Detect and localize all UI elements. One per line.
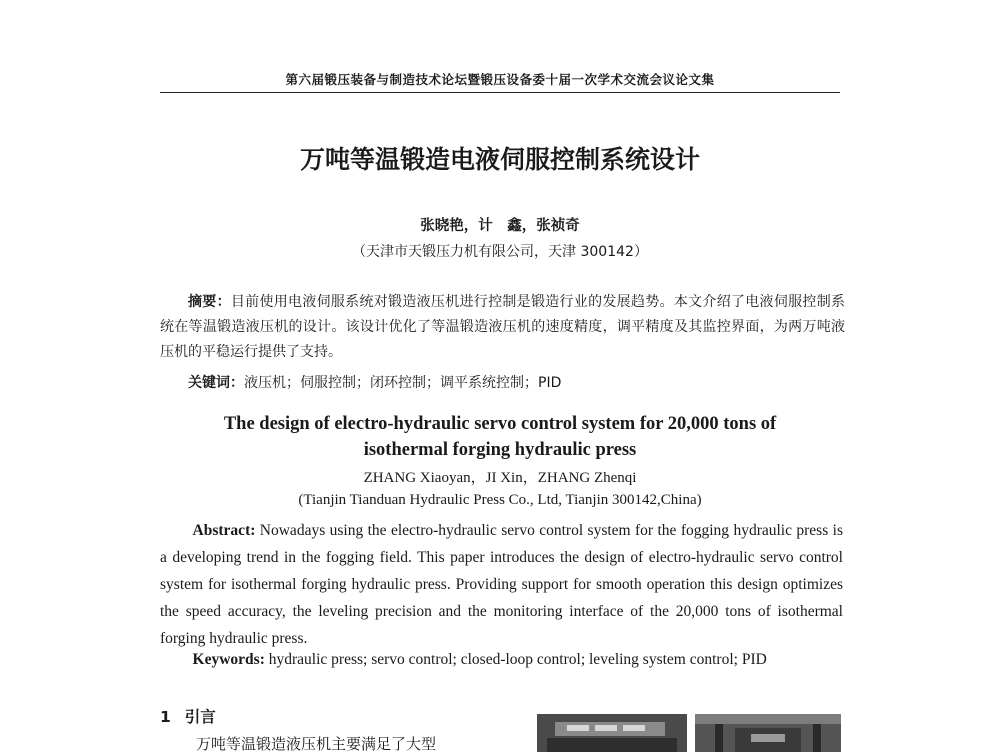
section-1-title: 引言 — [184, 708, 216, 726]
paper-title-en-line1: The design of electro-hydraulic servo control system for 20,000 tons of — [223, 414, 777, 434]
keywords-zh-label: 关键词： — [188, 375, 244, 391]
abstract-en — [160, 517, 843, 652]
affiliation-en: (Tianjin Tianduan Hydraulic Press Co., Ltd, Tianjin 300142,China) — [298, 492, 702, 508]
section-1-heading — [160, 705, 216, 727]
header-rule — [160, 92, 840, 93]
abstract-en-text: Nowadays using the electro-hydraulic servo control system for the fogging hydraulic press is a developing trend in the fogging field. This paper introduces the design of electro-hydraulic servo control system for isothermal forging hydraulic press. Providing support for smooth operation this design optimizes the speed accuracy, the leveling precision and the monitoring interface of the 20,000 tons of isothermal forging hydraulic press. — [160, 522, 843, 647]
keywords-en-text: hydraulic press; servo control; closed-loop control; leveling system control; PID — [264, 651, 767, 668]
keywords-zh-text: 液压机；伺服控制；闭环控制；调平系统控制；PID — [244, 375, 562, 391]
paper-title-en — [160, 411, 840, 463]
section-1-first-line: 万吨等温锻造液压机主要满足了大型 — [196, 735, 437, 753]
abstract-zh-label: 摘要： — [188, 294, 231, 310]
press-photo-right — [695, 714, 841, 752]
keywords-en — [160, 651, 843, 669]
keywords-zh — [160, 372, 845, 392]
abstract-zh — [160, 290, 845, 365]
section-1-number: 1 — [160, 708, 171, 726]
running-header: 第六届锻压装备与制造技术论坛暨锻压设备委十届一次学术交流会议论文集 — [285, 72, 715, 87]
abstract-zh-text: 目前使用电液伺服系统对锻造液压机进行控制是锻造行业的发展趋势。本文介绍了电液伺服控制系统在等温锻造液压机的设计。该设计优化了等温锻造液压机的速度精度，调平精度及其监控界面，为两万吨液压机的平稳运行提供了支持。 — [160, 294, 846, 360]
paper-title-en-line2: isothermal forging hydraulic press — [363, 440, 637, 460]
keywords-en-label: Keywords: — [192, 651, 265, 668]
affiliation-zh: （天津市天锻压力机有限公司，天津 300142） — [352, 244, 648, 260]
press-photo-left — [537, 714, 687, 752]
abstract-en-label: Abstract: — [192, 522, 256, 539]
authors-zh: 张晓艳，计 鑫，张祯奇 — [420, 218, 580, 234]
authors-en: ZHANG Xiaoyan，JI Xin，ZHANG Zhenqi — [363, 470, 637, 486]
paper-title-zh: 万吨等温锻造电液伺服控制系统设计 — [299, 145, 700, 174]
